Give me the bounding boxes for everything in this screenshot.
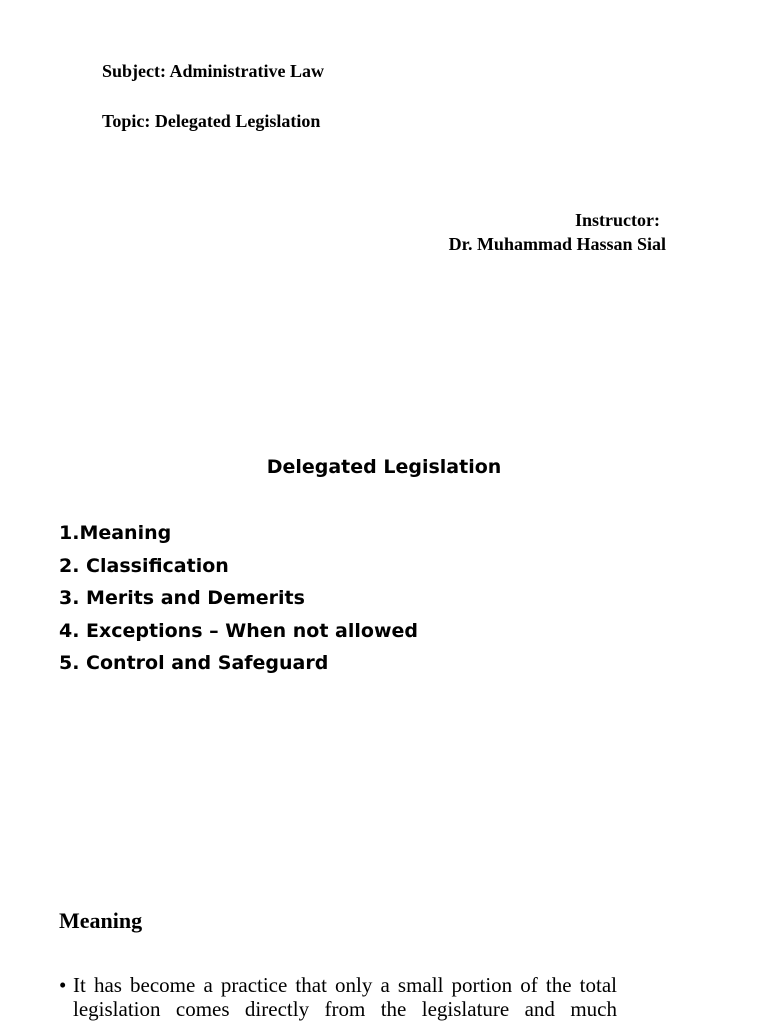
- outline-item: 3. Merits and Demerits: [59, 587, 305, 609]
- outline-list: [59, 520, 418, 683]
- paragraph-line: It has become a practice that only a small portion of the total: [73, 973, 617, 997]
- instructor-label: Instructor:: [575, 210, 660, 230]
- outline-item: 2. Classification: [59, 554, 229, 577]
- outline-item: 5. Control and Safeguard: [59, 652, 329, 674]
- meaning-paragraph: [59, 973, 617, 1021]
- meaning-heading: Meaning: [59, 908, 143, 933]
- topic-line: Topic: Delegated Legislation: [102, 111, 321, 131]
- subject-line: Subject: Administrative Law: [102, 61, 324, 81]
- instructor-name: Dr. Muhammad Hassan Sial: [448, 234, 666, 254]
- paragraph-line: legislation comes directly from the legislature and much: [73, 997, 617, 1021]
- bullet-icon: •: [59, 973, 67, 997]
- outline-item: 1.Meaning: [59, 522, 172, 544]
- outline-title: Delegated Legislation: [266, 456, 502, 478]
- outline-item: 4. Exceptions – When not allowed: [59, 619, 418, 642]
- instructor-block: [449, 208, 666, 256]
